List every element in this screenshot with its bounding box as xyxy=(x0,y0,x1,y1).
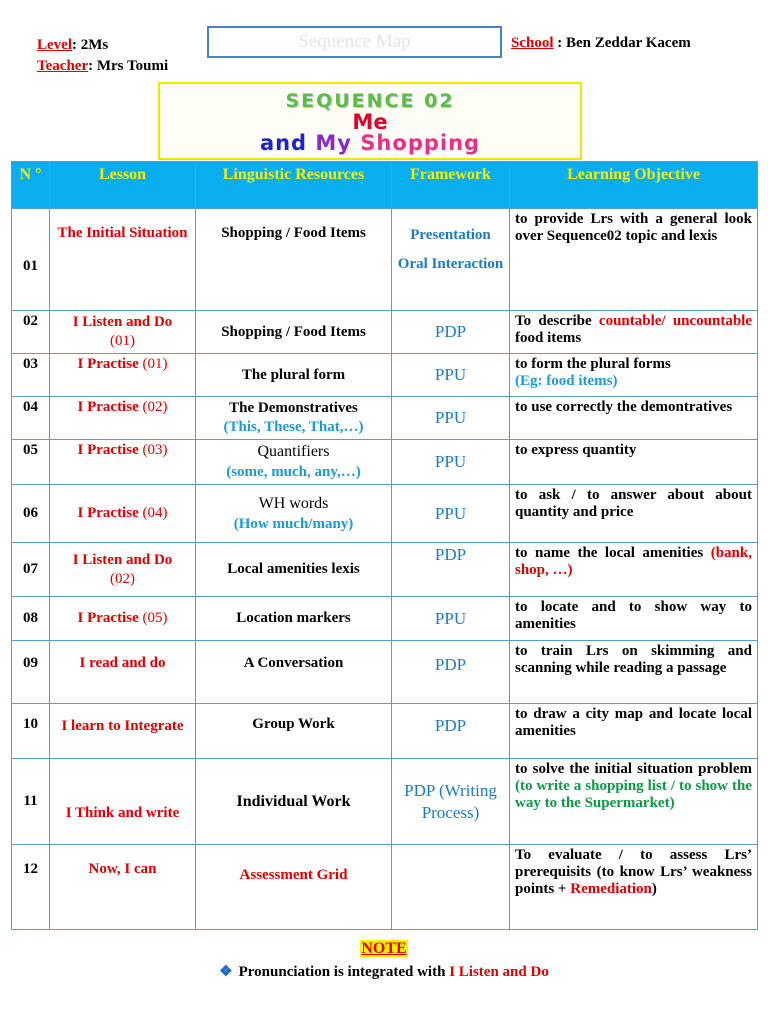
note-title-text: NOTE xyxy=(361,940,407,957)
banner-word-shopping: Shopping xyxy=(360,131,481,155)
lesson-name: I Practise xyxy=(77,610,139,626)
resource-examples: (some, much, any,…) xyxy=(226,464,361,480)
row-number: 06 xyxy=(12,485,50,543)
lesson-number: (01) xyxy=(110,333,135,349)
row-number: 09 xyxy=(12,641,50,704)
lesson-name: I read and do xyxy=(50,641,196,704)
table-row xyxy=(12,397,758,440)
header-framework: Framework xyxy=(392,162,510,209)
header-no: N ° xyxy=(12,162,50,209)
learning-objective xyxy=(510,543,758,597)
school-value: Ben Zeddar Kacem xyxy=(566,35,691,51)
framework: PDP xyxy=(392,704,510,759)
objective-tail: ) xyxy=(651,881,657,897)
row-number: 03 xyxy=(12,354,50,397)
linguistic-resource: Assessment Grid xyxy=(196,845,392,930)
objective-highlight: (Eg: food items) xyxy=(515,373,618,389)
framework: PDP xyxy=(392,641,510,704)
objective-text: To describe xyxy=(515,313,592,329)
linguistic-resource: Location markers xyxy=(196,597,392,641)
lesson-name: I Listen and Do xyxy=(72,314,173,330)
framework: PPU xyxy=(392,485,510,543)
framework: PDP (Writing Process) xyxy=(392,759,510,845)
table-row xyxy=(12,209,758,311)
learning-objective xyxy=(510,845,758,930)
linguistic-resource: WH words xyxy=(258,494,329,512)
learning-objective xyxy=(510,311,758,354)
objective-highlight: countable/ uncountable xyxy=(598,313,753,329)
table-row xyxy=(12,641,758,704)
linguistic-resource: Group Work xyxy=(196,704,392,759)
objective-text: to form the plural forms xyxy=(515,356,671,372)
lesson-name: I learn to Integrate xyxy=(50,704,196,759)
linguistic-resource: The Demonstratives xyxy=(229,400,358,416)
objective-highlight: Remediation xyxy=(570,881,652,897)
header-left xyxy=(37,35,168,77)
framework: PPU xyxy=(392,354,510,397)
row-number: 04 xyxy=(12,397,50,440)
learning-objective: to draw a city map and locate local amenities xyxy=(510,704,758,759)
framework: Presentation Oral Interaction xyxy=(392,209,510,311)
learning-objective: to express quantity xyxy=(510,440,758,485)
header-resources: Linguistic Resources xyxy=(196,162,392,209)
learning-objective: to provide Lrs with a general look over Sequence02 topic and lexis xyxy=(510,209,758,311)
resource-examples: (How much/many) xyxy=(233,515,354,532)
lesson-number: (02) xyxy=(110,570,135,587)
header-objective: Learning Objective xyxy=(510,162,758,209)
linguistic-resource: Shopping / Food Items xyxy=(196,311,392,354)
banner-word-my: My xyxy=(315,131,352,155)
table-row xyxy=(12,845,758,930)
framework: PDP xyxy=(392,311,510,354)
framework: PPU xyxy=(392,397,510,440)
linguistic-resource: Quantifiers xyxy=(257,443,330,460)
linguistic-resource: Shopping / Food Items xyxy=(196,209,392,311)
learning-objective: to locate and to show way to amenities xyxy=(510,597,758,641)
objective-highlight: (to write a shopping list / to show the way to the Supermarket) xyxy=(515,778,752,811)
school-line: School : Ben Zeddar Kacem xyxy=(511,35,691,51)
linguistic-resource: Local amenities lexis xyxy=(196,543,392,597)
table-header-row xyxy=(12,162,758,209)
sequence-table xyxy=(11,161,758,930)
row-number: 02 xyxy=(12,311,50,354)
note-title xyxy=(0,940,768,958)
table-row xyxy=(12,597,758,641)
framework: PPU xyxy=(392,440,510,485)
learning-objective xyxy=(510,354,758,397)
banner-word-and: and xyxy=(259,131,308,155)
learning-objective xyxy=(510,759,758,845)
linguistic-resource: The plural form xyxy=(196,354,392,397)
table-row xyxy=(12,543,758,597)
row-number: 11 xyxy=(12,759,50,845)
diamond-bullet-icon: ❖ xyxy=(219,964,233,980)
row-number: 01 xyxy=(12,209,50,311)
level-value: 2Ms xyxy=(80,37,109,53)
teacher-line: Teacher: Mrs Toumi xyxy=(37,58,169,74)
objective-highlight: (bank, shop, …) xyxy=(515,545,752,578)
table-row xyxy=(12,354,758,397)
note-text: Pronunciation is integrated with xyxy=(238,964,446,980)
row-number: 05 xyxy=(12,440,50,485)
banner-line-3 xyxy=(160,132,580,154)
lesson-number: (04) xyxy=(142,505,168,521)
linguistic-resource: Individual Work xyxy=(196,759,392,845)
sequence-map-title: Sequence Map xyxy=(207,26,502,58)
table-row xyxy=(12,485,758,543)
row-number: 08 xyxy=(12,597,50,641)
learning-objective: to use correctly the demontratives xyxy=(510,397,758,440)
objective-text: To evaluate / to assess Lrs’ prerequisits (to know Lrs’ weakness points + xyxy=(515,847,752,897)
lesson-number: (05) xyxy=(142,610,168,626)
lesson-name: I Practise xyxy=(77,399,139,415)
note-highlight: I Listen and Do xyxy=(449,964,549,980)
teacher-value: Mrs Toumi xyxy=(96,58,169,74)
objective-text: to solve the initial situation problem xyxy=(515,761,752,777)
teacher-label: Teacher xyxy=(37,58,89,74)
table-row xyxy=(12,311,758,354)
banner-line-1: SEQUENCE 02 xyxy=(285,90,455,112)
lesson-name: The Initial Situation xyxy=(50,209,196,311)
level-label: Level xyxy=(37,37,72,53)
sequence-banner xyxy=(158,82,582,160)
banner-line-2: Me xyxy=(352,110,388,134)
lesson-name: I Think and write xyxy=(50,759,196,845)
lesson-name: I Practise xyxy=(77,356,139,372)
resource-examples: (This, These, That,…) xyxy=(223,419,364,435)
lesson-name: Now, I can xyxy=(50,845,196,930)
objective-text: to name the local amenities xyxy=(515,545,704,561)
school-label: School xyxy=(511,35,554,51)
table-row xyxy=(12,440,758,485)
framework xyxy=(392,845,510,930)
learning-objective: to train Lrs on skimming and scanning while reading a passage xyxy=(510,641,758,704)
table-row xyxy=(12,759,758,845)
level-line: Level: 2Ms xyxy=(37,37,109,53)
lesson-number: (03) xyxy=(142,442,168,458)
framework: PPU xyxy=(392,597,510,641)
linguistic-resource: A Conversation xyxy=(196,641,392,704)
row-number: 10 xyxy=(12,704,50,759)
framework: PDP xyxy=(392,543,510,597)
lesson-number: (02) xyxy=(142,399,168,415)
lesson-name: I Practise xyxy=(77,505,139,521)
lesson-name: I Practise xyxy=(77,442,139,458)
lesson-number: (01) xyxy=(142,356,168,372)
row-number: 12 xyxy=(12,845,50,930)
learning-objective: to ask / to answer about about quantity and price xyxy=(510,485,758,543)
objective-tail: food items xyxy=(515,330,582,346)
table-row xyxy=(12,704,758,759)
lesson-name: I Listen and Do xyxy=(72,551,173,568)
header-lesson: Lesson xyxy=(50,162,196,209)
row-number: 07 xyxy=(12,543,50,597)
note-line xyxy=(0,962,768,981)
